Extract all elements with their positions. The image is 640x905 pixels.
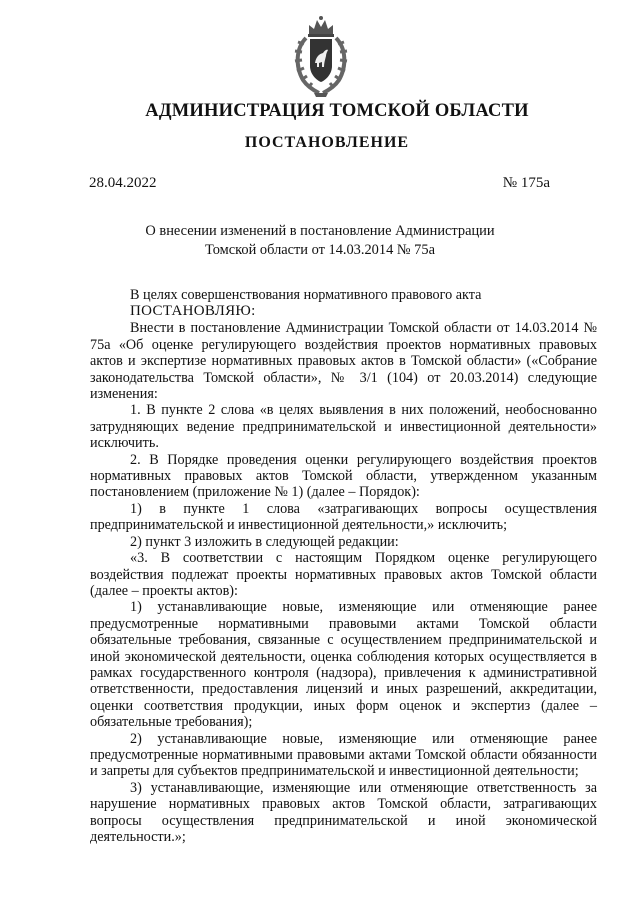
body-paragraph: Внести в постановление Администрации Томской области от 14.03.2014 № 75а «Об оценке регулирующего воздействия проектов нормативных правовых актов и экспертизе нормативных правовых актов в Томской области» («Собрание законодательства Томской области», № 3/1 (104) от 20.03.2014) следующие изменения: — [90, 320, 597, 403]
subject-line-1: О внесении изменений в постановление Администрации — [145, 223, 495, 239]
document-number: № 175а — [502, 175, 550, 191]
document-subject — [90, 222, 550, 260]
body-paragraph: 1) в пункте 1 слова «затрагивающих вопросы осуществления предпринимательской и инвестиционной деятельности,» исключить; — [90, 500, 597, 534]
body-paragraph: 3) устанавливающие, изменяющие или отменяющие ответственность за нарушение нормативных правовых актов Томской области, затрагивающих вопросы осуществления предпринимательской и иной экономической деятельности.»; — [90, 779, 597, 845]
document-body — [90, 287, 597, 845]
resolve-keyword: ПОСТАНОВЛЯЮ: — [130, 303, 256, 320]
coat-of-arms-icon — [292, 14, 350, 98]
body-paragraph: 1. В пункте 2 слова «в целях выявления в них положений, необоснованно затрудняющих ведение предпринимательской и инвестиционной деятельности» исключить. — [90, 402, 597, 452]
document-date: 28.04.2022 — [89, 175, 157, 191]
document-type: ПОСТАНОВЛЕНИЕ — [244, 134, 410, 151]
body-paragraph: 2. В Порядке проведения оценки регулирующего воздействия проектов нормативных правовых актов Томской области, утвержденном указанным постановлением (приложение № 1) (далее – Порядок): — [90, 451, 597, 501]
body-paragraph: 2) устанавливающие новые, изменяющие или отменяющие ранее предусмотренные нормативными правовыми актами Томской области обязанности и запреты для субъектов предпринимательской и инвестиционной деятельности; — [90, 730, 597, 780]
subject-line-2: Томской области от 14.03.2014 № 75а — [205, 242, 435, 258]
organization-title: АДМИНИСТРАЦИЯ ТОМСКОЙ ОБЛАСТИ — [145, 101, 529, 121]
body-paragraph: «3. В соответствии с настоящим Порядком оценке регулирующего воздействия подлежат проекты нормативных правовых актов Томской области (далее – проекты актов): — [90, 550, 597, 599]
body-paragraph: 2) пункт 3 изложить в следующей редакции: — [130, 533, 399, 550]
body-paragraph: 1) устанавливающие новые, изменяющие или отменяющие ранее предусмотренные нормативными правовыми актами Томской области обязательные требования, связанные с осуществлением предпринимательской и иной экономической деятельности, оценка соблюдения которых осуществляется в рамках государственного контроля (надзора), привлечения к административной ответственности, предоставления лицензий и иных разрешений, аккредитации, оценки соответствия продукции, иных форм оценок и экспертиз (далее – обязательные требования); — [90, 599, 597, 731]
preamble-paragraph: В целях совершенствования нормативного правового акта — [130, 287, 482, 303]
